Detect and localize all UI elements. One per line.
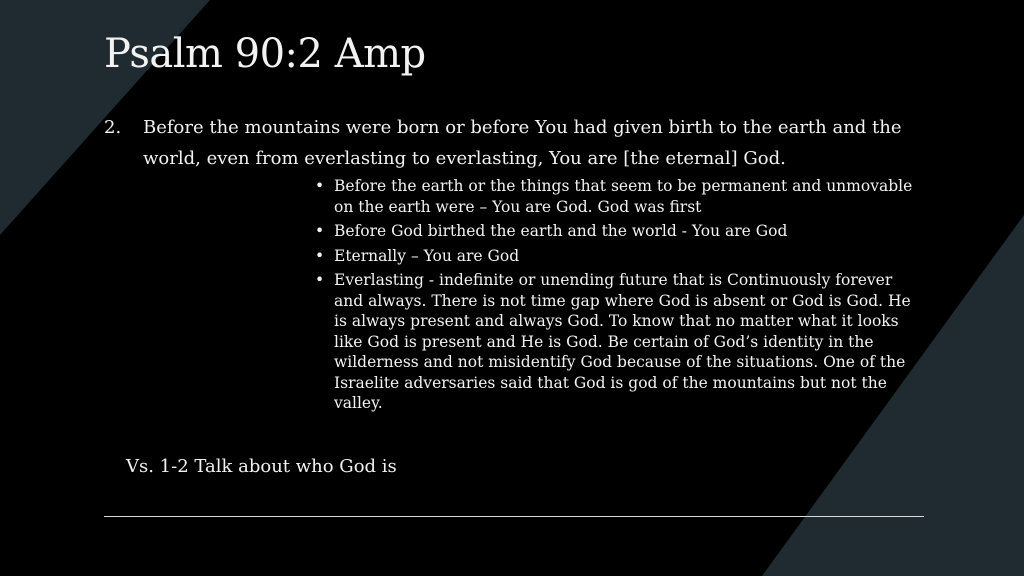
bullet-marker: • <box>315 246 325 265</box>
verse-number: 2. <box>104 117 122 138</box>
bullet-text: Eternally – You are God <box>334 246 520 265</box>
bullet-marker: • <box>315 271 325 289</box>
divider-line <box>104 516 924 517</box>
verse-block <box>104 112 914 174</box>
bullet-item <box>312 176 916 217</box>
bullet-item <box>312 246 916 267</box>
bullet-item <box>312 270 916 414</box>
bullet-list <box>312 176 916 418</box>
footer-note: Vs. 1-2 Talk about who God is <box>126 456 397 477</box>
bullet-marker: • <box>315 222 325 240</box>
bullet-text: Before God birthed the earth and the world - You are God <box>334 222 788 240</box>
slide-title: Psalm 90:2 Amp <box>104 31 426 77</box>
bullet-item <box>312 221 916 242</box>
bullet-marker: • <box>315 177 325 195</box>
bullet-text: Before the earth or the things that seem to be permanent and unmovable on the earth were – You are God. God was first <box>334 177 913 216</box>
bullet-text: Everlasting - indefinite or unending future that is Continuously forever and always. There is not time gap where God is absent or God is God. He is always present and always God. To know that no matter what it looks like God is present and He is God. Be certain of God’s identity in the wilderness and not misidentify God because of the situations. One of the Israelite adversaries said that God is god of the mountains but not the valley. <box>334 271 911 412</box>
verse-text: Before the mountains were born or before You had given birth to the earth and the world, even from everlasting to everlasting, You are [the eternal] God. <box>143 117 902 169</box>
